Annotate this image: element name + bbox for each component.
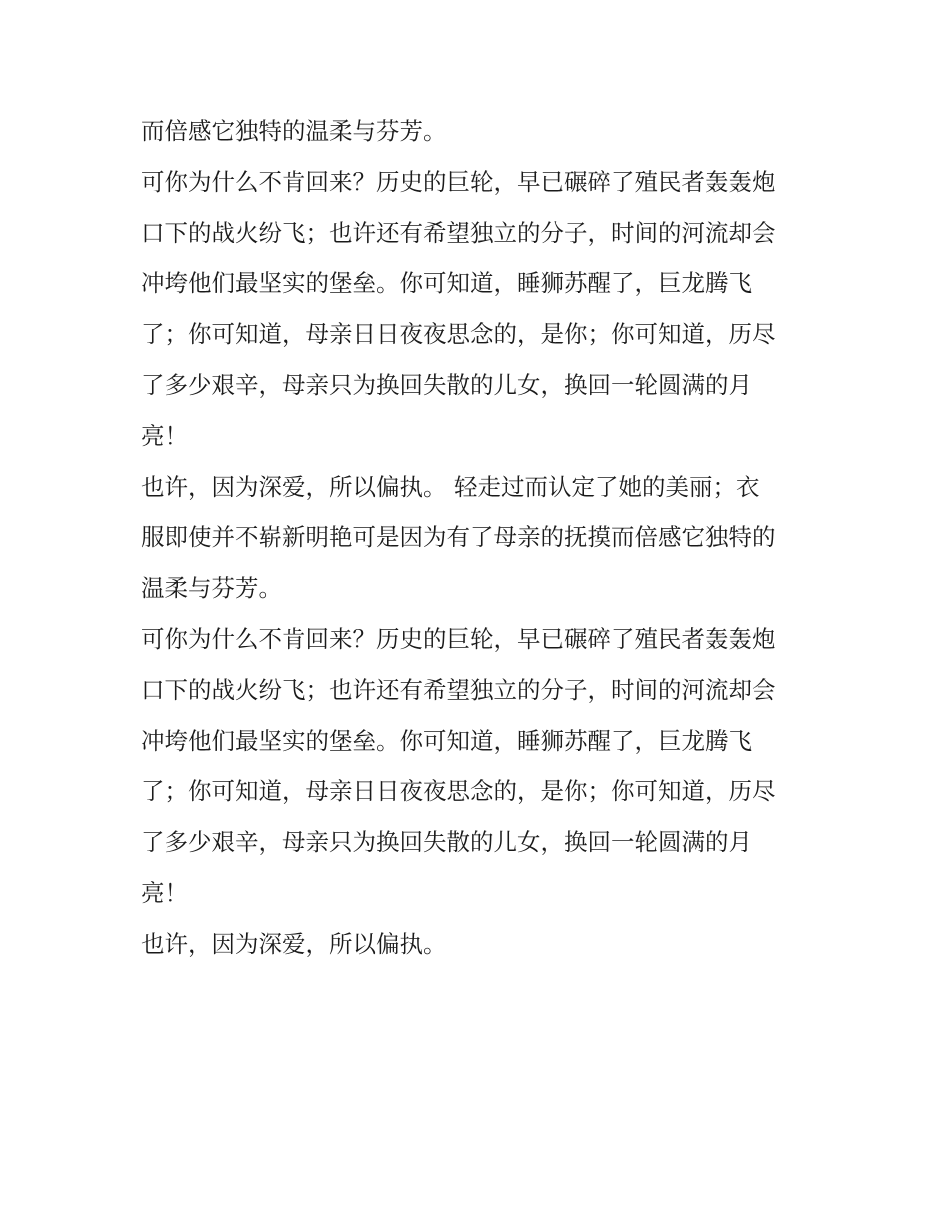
text-line: 了；你可知道，母亲日日夜夜思念的，是你；你可知道，历尽 <box>141 777 776 806</box>
text-line: 冲垮他们最坚实的堡垒。你可知道，睡狮苏醒了，巨龙腾飞 <box>141 269 752 298</box>
paragraph-1 <box>141 106 821 157</box>
paragraph-4 <box>141 614 821 919</box>
text-line: 而倍感它独特的温柔与芬芳。 <box>141 117 447 145</box>
text-line: 口下的战火纷飞；也许还有希望独立的分子，时间的河流却会 <box>141 218 776 247</box>
text-line: 服即使并不崭新明艳可是因为有了母亲的抚摸而倍感它独特的 <box>141 523 776 552</box>
document-body <box>141 106 821 970</box>
paragraph-5 <box>141 919 821 970</box>
text-line: 亮！ <box>141 421 188 450</box>
text-line: 了多少艰辛，母亲只为换回失散的儿女，换回一轮圆满的月 <box>141 370 752 399</box>
text-line: 可你为什么不肯回来？历史的巨轮，早已碾碎了殖民者轰轰炮 <box>141 167 776 196</box>
text-line: 口下的战火纷飞；也许还有希望独立的分子，时间的河流却会 <box>141 675 776 704</box>
text-line: 亮！ <box>141 878 188 907</box>
text-line: 了多少艰辛，母亲只为换回失散的儿女，换回一轮圆满的月 <box>141 828 752 857</box>
text-line: 可你为什么不肯回来？历史的巨轮，早已碾碎了殖民者轰轰炮 <box>141 624 776 653</box>
text-line: 也许，因为深爱，所以偏执。 轻走过而认定了她的美丽；衣 <box>141 472 760 501</box>
text-line: 也许，因为深爱，所以偏执。 <box>141 929 447 958</box>
text-line: 温柔与芬芳。 <box>141 574 282 603</box>
paragraph-3 <box>141 462 821 614</box>
paragraph-2 <box>141 157 821 462</box>
text-line: 了；你可知道，母亲日日夜夜思念的，是你；你可知道，历尽 <box>141 320 776 349</box>
text-line: 冲垮他们最坚实的堡垒。你可知道，睡狮苏醒了，巨龙腾飞 <box>141 726 752 755</box>
